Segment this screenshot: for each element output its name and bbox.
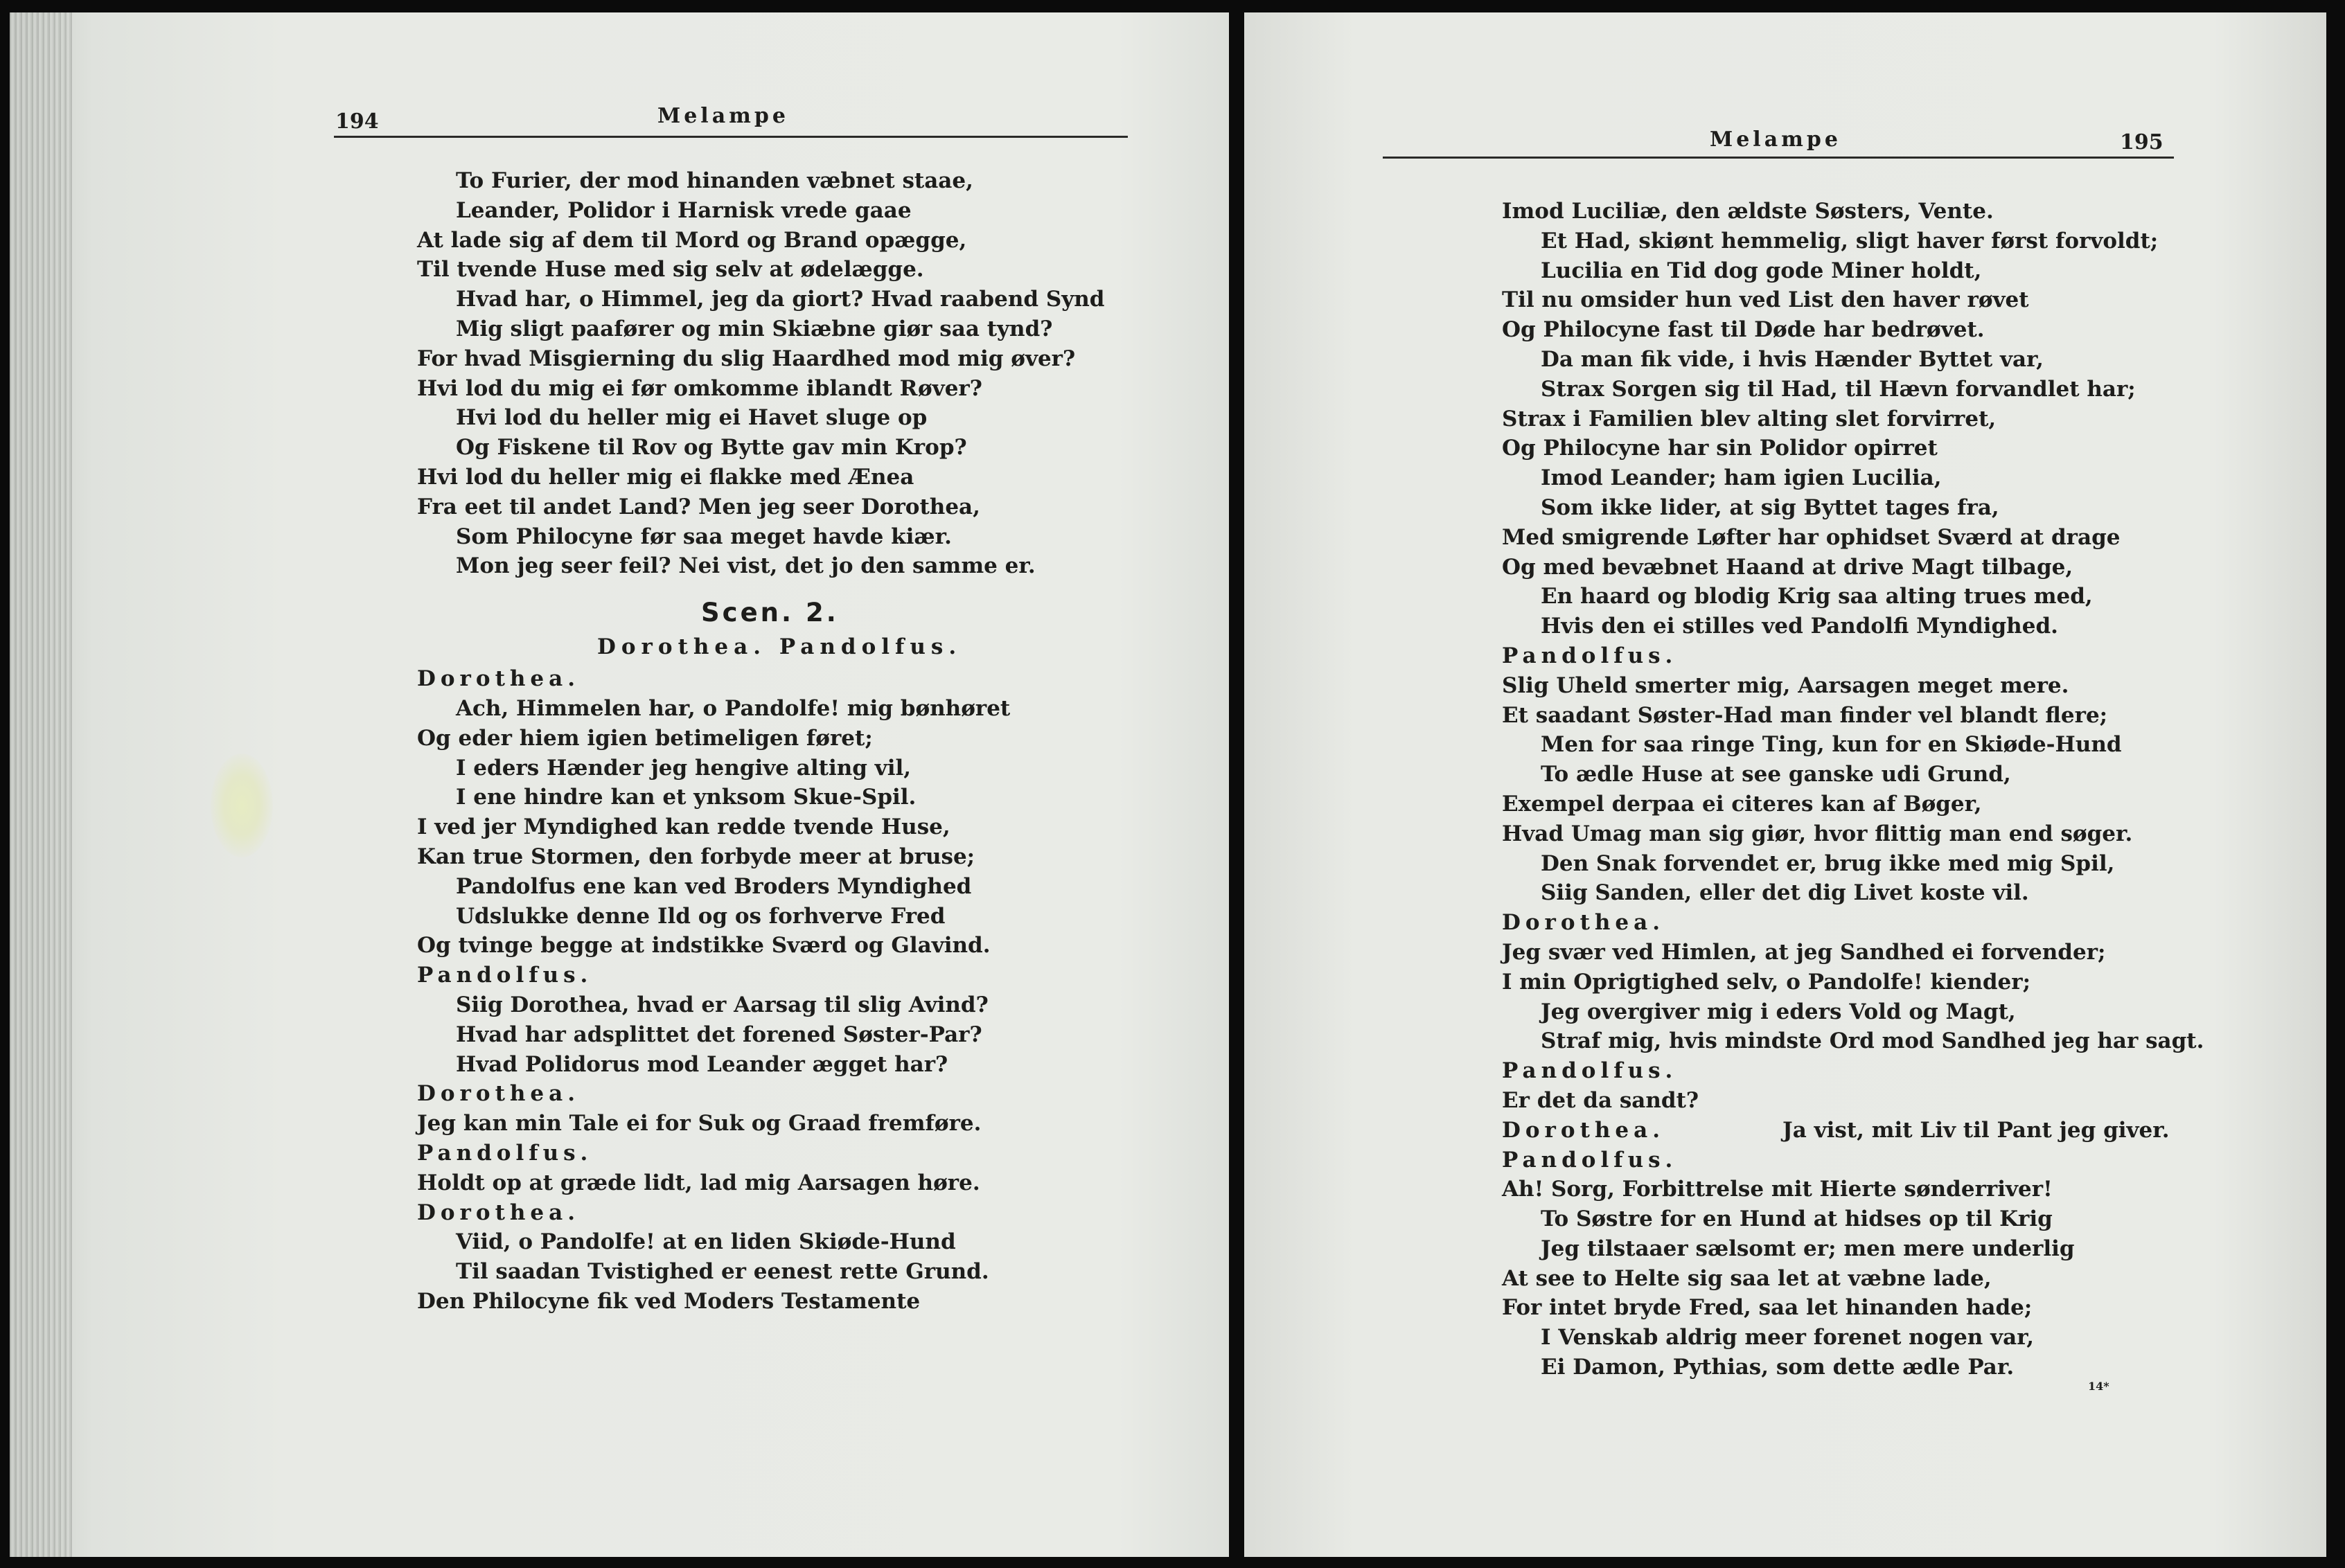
verse-line: Og tvinge begge at indstikke Sværd og Glavind.	[417, 933, 991, 959]
verse-line: Leander, Polidor i Harnisk vrede gaae	[456, 197, 912, 223]
verse-line: Jeg kan min Tale ei for Suk og Graad fremføre.	[417, 1111, 982, 1137]
verse-line: Ah! Sorg, Forbittrelse mit Hierte sønderriver!	[1502, 1177, 2053, 1202]
scene-title: Scen. 2.	[701, 598, 839, 628]
verse-line: Straf mig, hvis mindste Ord mod Sandhed jeg har sagt.	[1541, 1028, 2204, 1054]
left-page	[10, 12, 1229, 1557]
verse-line: Er det da sandt?	[1502, 1087, 1699, 1113]
verse-line: I Venskab aldrig meer forenet nogen var,	[1541, 1325, 2035, 1351]
verse-line: I min Oprigtighed selv, o Pandolfe! kiender;	[1502, 969, 2031, 995]
verse-line: Et Had, skiønt hemmelig, sligt haver først forvoldt;	[1541, 228, 2159, 253]
verse-line: Til tvende Huse med sig selv at ødelægge.	[417, 257, 924, 283]
verse-line: Viid, o Pandolfe! at en liden Skiøde-Hund	[456, 1229, 956, 1255]
verse-line: To ædle Huse at see ganske udi Grund,	[1541, 762, 2011, 787]
verse-line: Exempel derpaa ei citeres kan af Bøger,	[1502, 791, 1982, 817]
verse-line: Imod Luciliæ, den ældste Søsters, Vente.	[1502, 199, 1994, 224]
speaker-name: Pandolfus.	[1502, 1147, 1678, 1173]
verse-line: Med smigrende Løfter har ophidset Sværd at drage	[1502, 524, 2121, 550]
speaker-name: Dorothea.	[417, 666, 581, 692]
verse-line: Jeg overgiver mig i eders Vold og Magt,	[1541, 999, 2016, 1024]
verse-line: Ach, Himmelen har, o Pandolfe! mig bønhøret	[456, 695, 1011, 721]
verse-line: Ei Damon, Pythias, som dette ædle Par.	[1541, 1355, 2015, 1380]
scene-persons: Dorothea. Pandolfus.	[597, 634, 962, 660]
verse-line: At lade sig af dem til Mord og Brand opægge,	[417, 227, 967, 253]
verse-line: En haard og blodig Krig saa alting trues med,	[1541, 584, 2093, 609]
verse-line: Ja vist, mit Liv til Pant jeg giver.	[1782, 1117, 2170, 1143]
verse-line: Pandolfus ene kan ved Broders Myndighed	[456, 873, 972, 899]
verse-line: I eders Hænder jeg hengive alting vil,	[456, 755, 912, 781]
verse-line: Strax i Familien blev alting slet forvirret,	[1502, 406, 1997, 431]
verse-line: Som Philocyne før saa meget havde kiær.	[456, 524, 952, 549]
running-head: Melampe	[657, 104, 789, 128]
verse-line: Hvi lod du heller mig ei flakke med Ænea	[417, 464, 914, 490]
page-number: 195	[2120, 130, 2163, 154]
page-edge	[10, 12, 72, 1557]
verse-line: Fra eet til andet Land? Men jeg seer Dorothea,	[417, 494, 980, 519]
verse-line: Og med bevæbnet Haand at drive Magt tilbage,	[1502, 554, 2073, 580]
verse-line: Hvad har adsplittet det forened Søster-Par?	[456, 1022, 982, 1047]
verse-line: Lucilia en Tid dog gode Miner holdt,	[1541, 258, 1982, 283]
verse-line: Da man fik vide, i hvis Hænder Byttet var,	[1541, 346, 2044, 372]
verse-line: Og Fiskene til Rov og Bytte gav min Krop?	[456, 435, 967, 461]
verse-line: Til nu omsider hun ved List den haver røvet	[1502, 287, 2029, 313]
speaker-line	[1502, 1116, 2204, 1146]
verse-line: Hvis den ei stilles ved Pandolfi Myndighed.	[1541, 614, 2058, 639]
speaker-name: Dorothea.	[1502, 1117, 1665, 1143]
verse-line: Strax Sorgen sig til Had, til Hævn forvandlet har;	[1541, 376, 2136, 402]
verse-line: Og Philocyne har sin Polidor opirret	[1502, 436, 1938, 461]
verse-line: Mig sligt paafører og min Skiæbne giør saa tynd?	[456, 316, 1053, 341]
verse-line: To Furier, der mod hinanden væbnet staae,	[456, 168, 973, 193]
speaker-name: Pandolfus.	[1502, 643, 1678, 668]
verse-line: Hvi lod du heller mig ei Havet sluge op	[456, 405, 928, 431]
verse-line: Hvad har, o Himmel, jeg da giort? Hvad raabend Synd	[456, 287, 1105, 312]
verse-line: Kan true Stormen, den forbyde meer at bruse;	[417, 844, 975, 869]
right-page	[1244, 12, 2326, 1557]
running-head: Melampe	[1710, 127, 1841, 152]
verse-line: To Søstre for en Hund at hidses op til Krig	[1541, 1206, 2053, 1232]
right-text-block	[1502, 197, 2204, 1382]
header-rule	[1383, 157, 2174, 159]
verse-line: Siig Sanden, eller det dig Livet koste vil.	[1541, 880, 2029, 906]
verse-line: I ved jer Myndighed kan redde tvende Huse,	[417, 814, 950, 840]
verse-line: Til saadan Tvistighed er eenest rette Grund.	[456, 1259, 989, 1285]
speaker-name: Pandolfus.	[417, 963, 593, 988]
verse-line: Den Snak forvendet er, brug ikke med mig Spil,	[1541, 850, 2115, 876]
speaker-name: Pandolfus.	[417, 1140, 593, 1166]
signature-mark: 14*	[2088, 1380, 2109, 1393]
verse-line: Imod Leander; ham igien Lucilia,	[1541, 465, 1942, 491]
verse-line: Jeg tilstaaer sælsomt er; men mere underlig	[1541, 1236, 2075, 1261]
verse-line: Jeg svær ved Himlen, at jeg Sandhed ei forvender;	[1502, 939, 2106, 965]
verse-line: Hvad Polidorus mod Leander ægget har?	[456, 1051, 948, 1077]
verse-line: For intet bryde Fred, saa let hinanden hade;	[1502, 1295, 2033, 1321]
page-stain	[211, 754, 273, 857]
verse-line: At see to Helte sig saa let at væbne lade,	[1502, 1265, 1992, 1291]
speaker-name: Dorothea.	[1502, 910, 1665, 936]
verse-line: Den Philocyne fik ved Moders Testamente	[417, 1288, 921, 1314]
scene-lines	[417, 664, 1104, 1317]
verse-lines	[417, 166, 1104, 581]
verse-line: Men for saa ringe Ting, kun for en Skiøde-Hund	[1541, 732, 2122, 758]
verse-line: Holdt op at græde lidt, lad mig Aarsagen høre.	[417, 1170, 980, 1195]
verse-line: Siig Dorothea, hvad er Aarsag til slig Avind?	[456, 992, 989, 1017]
page-number: 194	[335, 109, 379, 134]
verse-line: Og Philocyne fast til Døde har bedrøvet.	[1502, 317, 1985, 343]
verse-line: Som ikke lider, at sig Byttet tages fra,	[1541, 495, 1999, 520]
verse-line: Mon jeg seer feil? Nei vist, det jo den samme er.	[456, 553, 1036, 579]
speaker-name: Dorothea.	[417, 1081, 581, 1107]
verse-line: Hvad Umag man sig giør, hvor flittig man end søger.	[1502, 821, 2133, 846]
verse-line: Og eder hiem igien betimeligen føret;	[417, 725, 873, 751]
speaker-name: Pandolfus.	[1502, 1058, 1678, 1084]
speaker-name: Dorothea.	[417, 1200, 581, 1225]
verse-line: For hvad Misgierning du slig Haardhed mod mig øver?	[417, 346, 1076, 371]
verse-line: Hvi lod du mig ei før omkomme iblandt Røver?	[417, 375, 982, 401]
verse-line: Udslukke denne Ild og os forhverve Fred	[456, 903, 946, 929]
verse-line: Slig Uheld smerter mig, Aarsagen meget mere.	[1502, 672, 2069, 698]
verse-line: I ene hindre kan et ynksom Skue-Spil.	[456, 785, 917, 810]
left-text-block	[417, 166, 1104, 1317]
header-rule	[334, 136, 1128, 138]
verse-line: Et saadant Søster-Had man finder vel blandt flere;	[1502, 702, 2108, 728]
